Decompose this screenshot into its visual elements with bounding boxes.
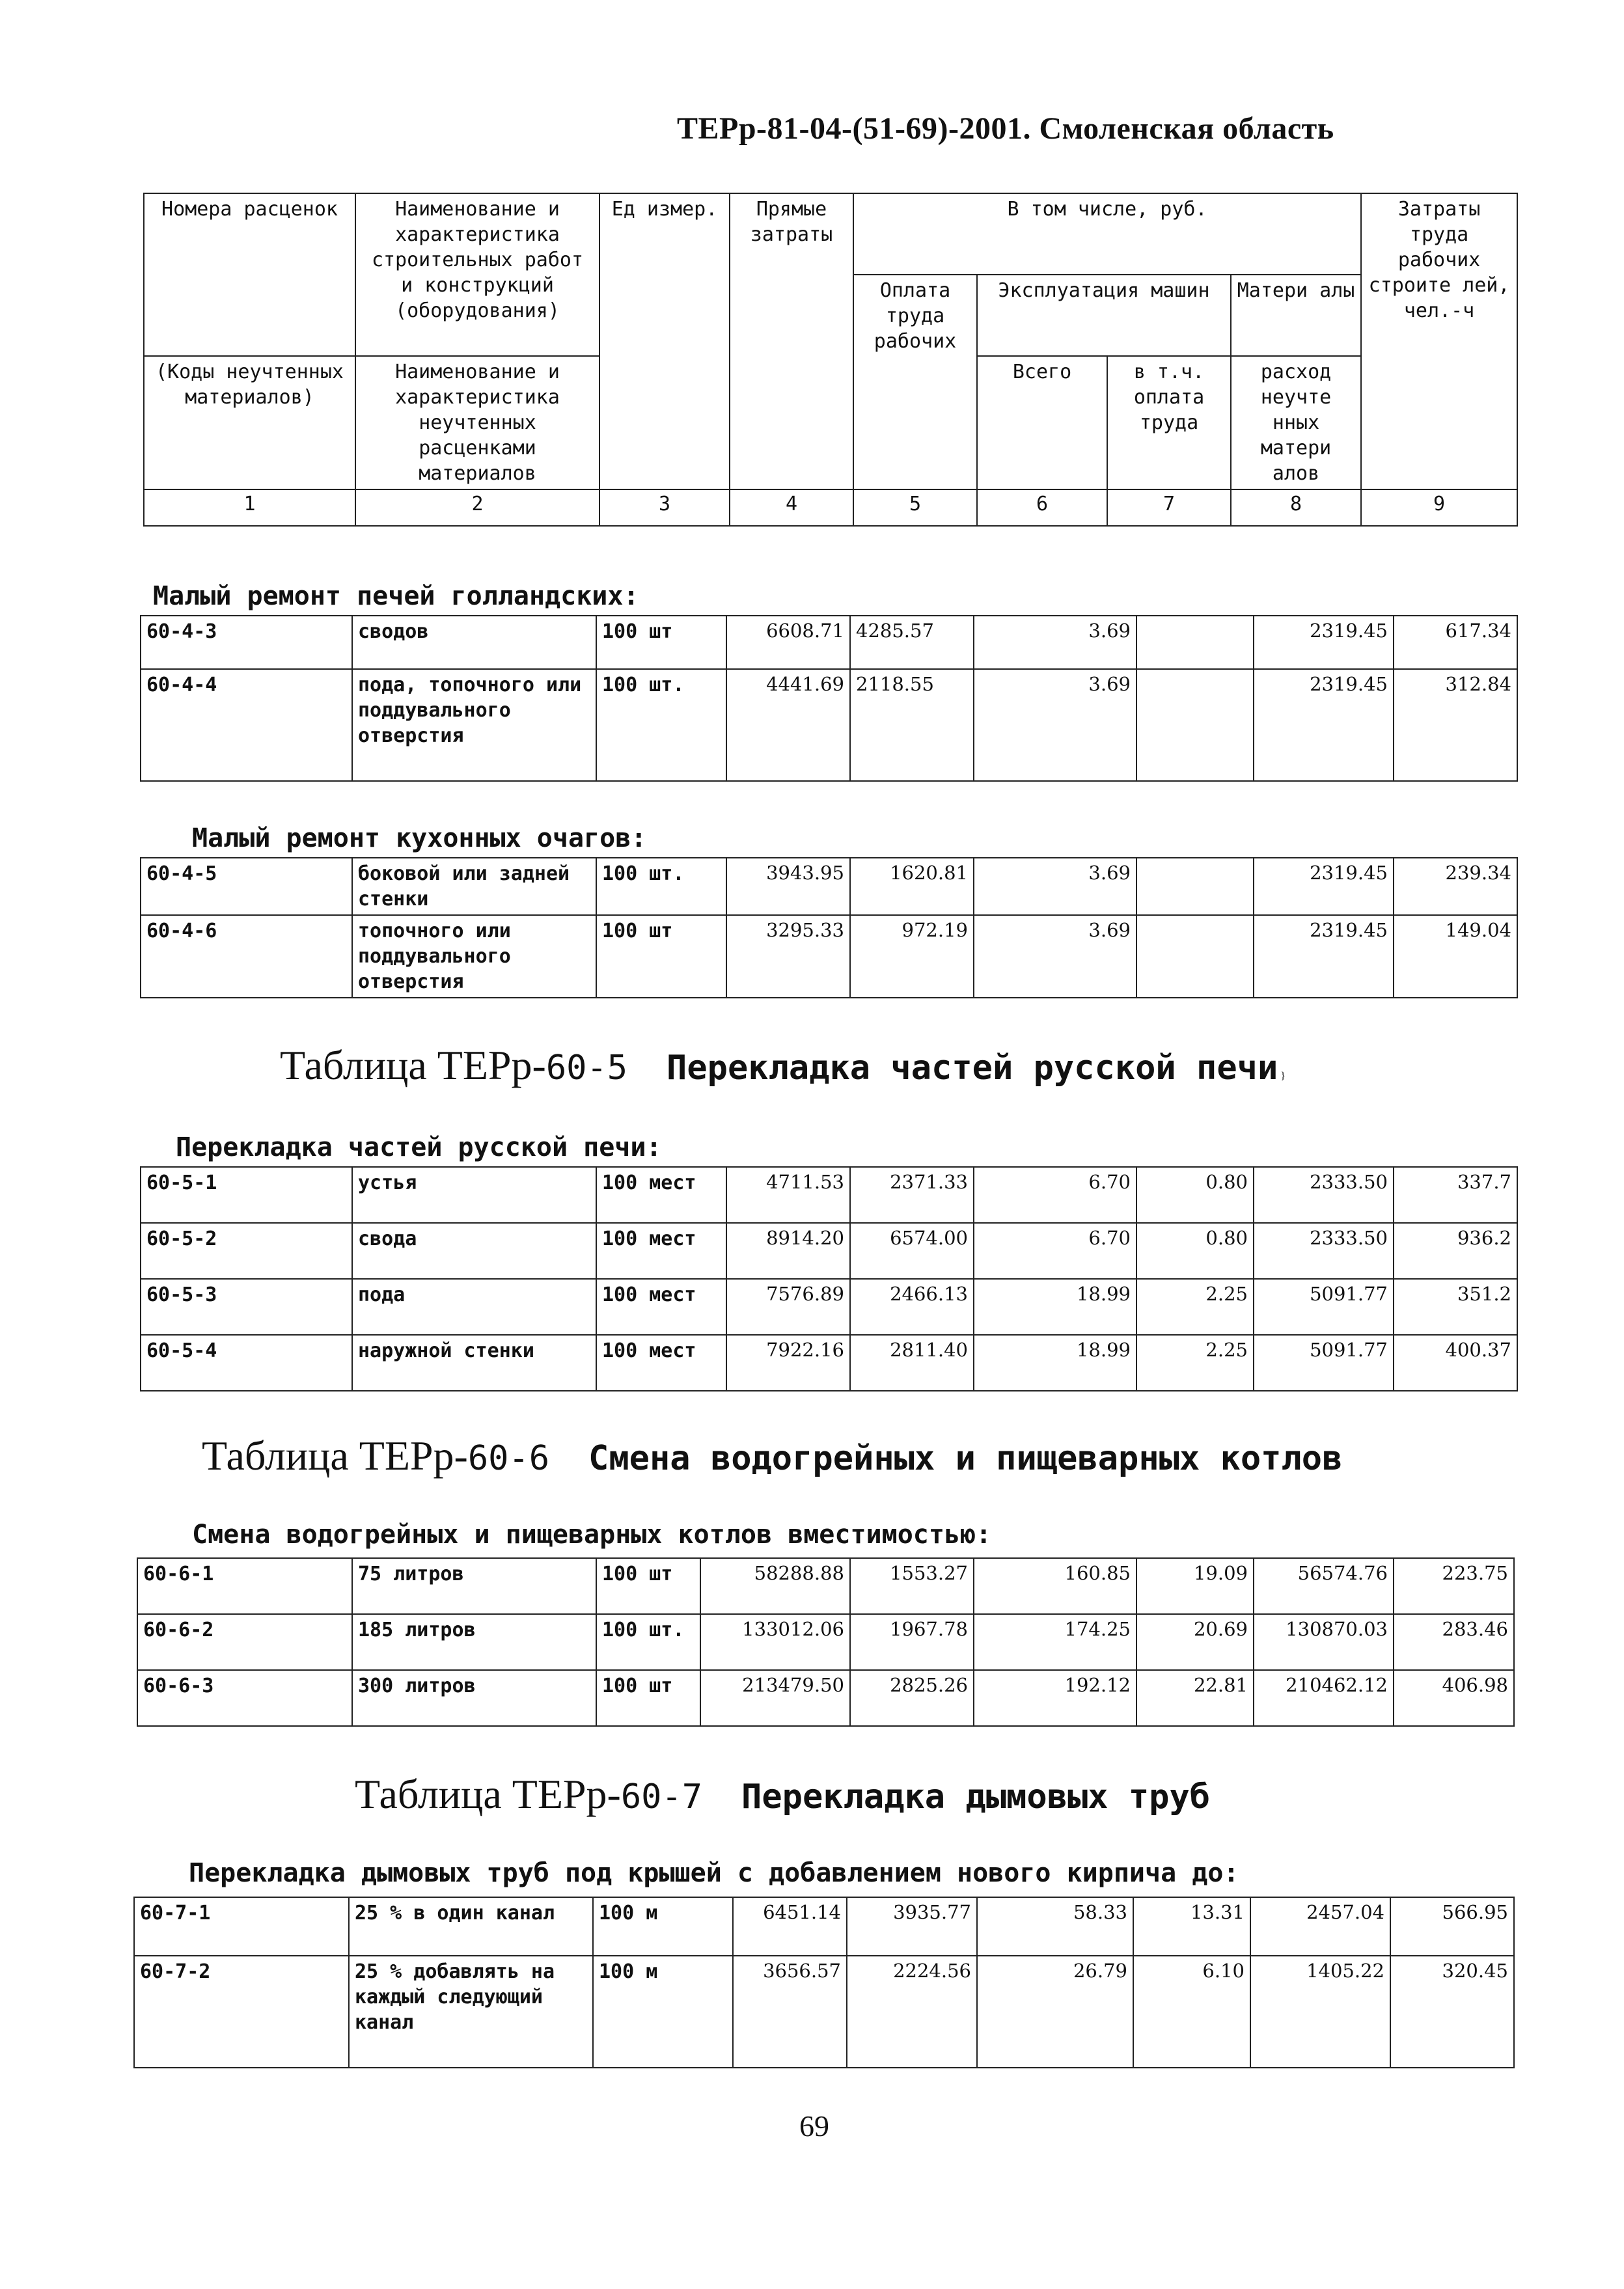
labor-hours: 351.2: [1394, 1279, 1517, 1335]
labor-hours: 400.37: [1394, 1335, 1517, 1391]
table-label: Таблица ТЕРр-: [355, 1771, 621, 1817]
labor-cost: 2224.56: [847, 1956, 977, 2068]
unit: 100 шт.: [596, 669, 726, 781]
table-title: Перекладка частей русской печи: [667, 1049, 1278, 1088]
unit: 100 шт.: [596, 858, 726, 915]
rate-code: 60-4-4: [141, 669, 352, 781]
unit: 100 мест: [596, 1279, 726, 1335]
materials-cost: 1405.22: [1250, 1956, 1390, 2068]
labor-cost: 3935.77: [847, 1897, 977, 1956]
table-code: 60-5: [545, 1049, 628, 1088]
work-name: 75 литров: [352, 1558, 596, 1614]
materials-cost: 5091.77: [1254, 1279, 1394, 1335]
table-title: Смена водогрейных и пищеварных котлов: [588, 1439, 1343, 1478]
table-row: [141, 1279, 1517, 1335]
rate-code: 60-5-3: [141, 1279, 352, 1335]
labor-hours: 149.04: [1394, 915, 1517, 998]
work-name: топочного или поддувального отверстия: [352, 915, 596, 998]
column-header-table: [143, 193, 1518, 527]
header-number: 2: [355, 489, 599, 526]
materials-cost: 2333.50: [1254, 1223, 1394, 1279]
labor-hours: 406.98: [1394, 1670, 1514, 1726]
labor-cost: 6574.00: [850, 1223, 974, 1279]
header-number: 9: [1361, 489, 1517, 526]
rates-table: [133, 1897, 1515, 2068]
labor-cost: 1553.27: [850, 1558, 974, 1614]
machine-labor-cost: [1136, 669, 1254, 781]
table-row: [134, 1897, 1514, 1956]
labor-cost: 2466.13: [850, 1279, 974, 1335]
machine-cost: 160.85: [974, 1558, 1136, 1614]
table-title: Перекладка дымовых труб: [741, 1777, 1211, 1816]
table-code: 60-7: [620, 1777, 703, 1816]
unit: 100 шт: [596, 915, 726, 998]
labor-hours: 936.2: [1394, 1223, 1517, 1279]
labor-cost: 2811.40: [850, 1335, 974, 1391]
materials-cost: 2319.45: [1254, 669, 1394, 781]
machine-labor-cost: [1136, 616, 1254, 669]
direct-cost: 213479.50: [700, 1670, 850, 1726]
rate-code: 60-5-2: [141, 1223, 352, 1279]
page-header: ТЕРр-81-04-(51-69)-2001. Смоленская область: [677, 111, 1334, 146]
materials-cost: 2319.45: [1254, 915, 1394, 998]
section-title: Перекладка дымовых труб под крышей с добавлением нового кирпича до:: [189, 1858, 1239, 1888]
materials-cost: 2319.45: [1254, 858, 1394, 915]
header-col8-top: Матери алы: [1231, 275, 1361, 356]
table-heading: [355, 1770, 1210, 1818]
machine-cost: 6.70: [974, 1167, 1136, 1223]
unit: 100 мест: [596, 1167, 726, 1223]
header-col3: Ед измер.: [599, 193, 730, 489]
rate-code: 60-7-2: [134, 1956, 349, 2068]
header-number: 7: [1107, 489, 1231, 526]
header-number: 8: [1231, 489, 1361, 526]
labor-cost: 1967.78: [850, 1614, 974, 1670]
table-row: [141, 1335, 1517, 1391]
header-number: 3: [599, 489, 730, 526]
direct-cost: 3943.95: [726, 858, 850, 915]
machine-cost: 26.79: [977, 1956, 1133, 2068]
header-machine-group: Эксплуатация машин: [977, 275, 1231, 356]
header-col1-top: Номера расценок: [144, 193, 355, 356]
machine-labor-cost: 0.80: [1136, 1167, 1254, 1223]
rates-table: [140, 857, 1518, 998]
machine-labor-cost: 13.31: [1133, 1897, 1250, 1956]
direct-cost: 4711.53: [726, 1167, 850, 1223]
labor-hours: 239.34: [1394, 858, 1517, 915]
rate-code: 60-4-6: [141, 915, 352, 998]
section-title: Малый ремонт печей голландских:: [153, 581, 639, 611]
labor-hours: 312.84: [1394, 669, 1517, 781]
machine-labor-cost: [1136, 915, 1254, 998]
materials-cost: 2333.50: [1254, 1167, 1394, 1223]
materials-cost: 5091.77: [1254, 1335, 1394, 1391]
header-col1-bottom: (Коды неучтенных материалов): [144, 356, 355, 489]
header-col4: Прямые затраты: [730, 193, 853, 489]
labor-cost: 4285.57: [850, 616, 974, 669]
work-name: сводов: [352, 616, 596, 669]
section-title: Смена водогрейных и пищеварных котлов вместимостью:: [192, 1520, 992, 1550]
direct-cost: 6451.14: [733, 1897, 847, 1956]
rates-table: [137, 1557, 1515, 1727]
machine-cost: 18.99: [974, 1335, 1136, 1391]
direct-cost: 8914.20: [726, 1223, 850, 1279]
direct-cost: 3295.33: [726, 915, 850, 998]
labor-cost: 2825.26: [850, 1670, 974, 1726]
direct-cost: 7576.89: [726, 1279, 850, 1335]
labor-cost: 2371.33: [850, 1167, 974, 1223]
machine-cost: 58.33: [977, 1897, 1133, 1956]
direct-cost: 58288.88: [700, 1558, 850, 1614]
unit: 100 м: [593, 1897, 733, 1956]
machine-cost: 18.99: [974, 1279, 1136, 1335]
machine-labor-cost: 6.10: [1133, 1956, 1250, 2068]
work-name: свода: [352, 1223, 596, 1279]
machine-cost: 3.69: [974, 858, 1136, 915]
work-name: боковой или задней стенки: [352, 858, 596, 915]
labor-cost: 1620.81: [850, 858, 974, 915]
direct-cost: 6608.71: [726, 616, 850, 669]
table-row: [141, 915, 1517, 998]
rate-code: 60-7-1: [134, 1897, 349, 1956]
header-col7: в т.ч. оплата труда: [1107, 356, 1231, 489]
machine-labor-cost: 19.09: [1136, 1558, 1254, 1614]
labor-hours: 337.7: [1394, 1167, 1517, 1223]
page-number: 69: [799, 2109, 829, 2143]
rate-code: 60-5-1: [141, 1167, 352, 1223]
machine-labor-cost: 2.25: [1136, 1335, 1254, 1391]
machine-cost: 3.69: [974, 616, 1136, 669]
work-name: пода: [352, 1279, 596, 1335]
machine-labor-cost: [1136, 858, 1254, 915]
rate-code: 60-5-4: [141, 1335, 352, 1391]
unit: 100 шт: [596, 1558, 700, 1614]
rate-code: 60-4-5: [141, 858, 352, 915]
labor-hours: 617.34: [1394, 616, 1517, 669]
unit: 100 шт: [596, 616, 726, 669]
header-number: 1: [144, 489, 355, 526]
section-title: Малый ремонт кухонных очагов:: [192, 823, 647, 853]
table-heading: [202, 1432, 1342, 1480]
work-name: 185 литров: [352, 1614, 596, 1670]
materials-cost: 210462.12: [1254, 1670, 1394, 1726]
table-row: [137, 1614, 1514, 1670]
header-group: В том числе, руб.: [853, 193, 1361, 275]
table-row: [134, 1956, 1514, 2068]
header-number: 6: [977, 489, 1107, 526]
unit: 100 шт.: [596, 1614, 700, 1670]
section-title: Перекладка частей русской печи:: [176, 1132, 662, 1162]
labor-hours: 223.75: [1394, 1558, 1514, 1614]
materials-cost: 2457.04: [1250, 1897, 1390, 1956]
labor-hours: 283.46: [1394, 1614, 1514, 1670]
rate-code: 60-6-1: [137, 1558, 352, 1614]
labor-cost: 2118.55: [850, 669, 974, 781]
rate-code: 60-4-3: [141, 616, 352, 669]
machine-labor-cost: 2.25: [1136, 1279, 1254, 1335]
machine-cost: 174.25: [974, 1614, 1136, 1670]
machine-labor-cost: 0.80: [1136, 1223, 1254, 1279]
direct-cost: 133012.06: [700, 1614, 850, 1670]
table-row: [141, 616, 1517, 669]
header-col2-top: Наименование и характеристика строительных работ и конструкций (оборудования): [355, 193, 599, 356]
work-name: 300 литров: [352, 1670, 596, 1726]
labor-hours: 320.45: [1390, 1956, 1514, 2068]
table-row: [141, 669, 1517, 781]
rates-table: [140, 1166, 1518, 1391]
work-name: 25 % добавлять на каждый следующий канал: [349, 1956, 593, 2068]
machine-cost: 192.12: [974, 1670, 1136, 1726]
work-name: пода, топочного или поддувального отверстия: [352, 669, 596, 781]
table-row: [141, 1223, 1517, 1279]
labor-cost: 972.19: [850, 915, 974, 998]
table-label: Таблица ТЕРр-: [202, 1432, 468, 1479]
work-name: устья: [352, 1167, 596, 1223]
header-col6: Всего: [977, 356, 1107, 489]
machine-cost: 3.69: [974, 669, 1136, 781]
rate-code: 60-6-3: [137, 1670, 352, 1726]
header-col8-bottom: расход неучте нных матери алов: [1231, 356, 1361, 489]
table-row: [141, 858, 1517, 915]
work-name: 25 % в один канал: [349, 1897, 593, 1956]
table-code: 60-6: [467, 1439, 550, 1478]
unit: 100 м: [593, 1956, 733, 2068]
table-row: [141, 1167, 1517, 1223]
machine-labor-cost: 20.69: [1136, 1614, 1254, 1670]
machine-cost: 3.69: [974, 915, 1136, 998]
rate-code: 60-6-2: [137, 1614, 352, 1670]
header-number: 4: [730, 489, 853, 526]
header-number: 5: [853, 489, 977, 526]
rates-table: [140, 615, 1518, 782]
work-name: наружной стенки: [352, 1335, 596, 1391]
header-col5: Оплата труда рабочих: [853, 275, 977, 489]
table-row: [137, 1670, 1514, 1726]
direct-cost: 3656.57: [733, 1956, 847, 2068]
materials-cost: 130870.03: [1254, 1614, 1394, 1670]
unit: 100 шт: [596, 1670, 700, 1726]
machine-labor-cost: 22.81: [1136, 1670, 1254, 1726]
unit: 100 мест: [596, 1335, 726, 1391]
header-col2-bottom: Наименование и характеристика неучтенных расценками материалов: [355, 356, 599, 489]
table-row: [137, 1558, 1514, 1614]
labor-hours: 566.95: [1390, 1897, 1514, 1956]
materials-cost: 56574.76: [1254, 1558, 1394, 1614]
direct-cost: 4441.69: [726, 669, 850, 781]
machine-cost: 6.70: [974, 1223, 1136, 1279]
direct-cost: 7922.16: [726, 1335, 850, 1391]
table-label: Таблица ТЕРр-: [280, 1042, 546, 1088]
header-col9: Затраты труда рабочих строите лей, чел.-ч: [1361, 193, 1517, 489]
materials-cost: 2319.45: [1254, 616, 1394, 669]
table-heading: Таблица ТЕРр-60-5 Перекладка частей русской печи }: [280, 1042, 1286, 1088]
unit: 100 мест: [596, 1223, 726, 1279]
